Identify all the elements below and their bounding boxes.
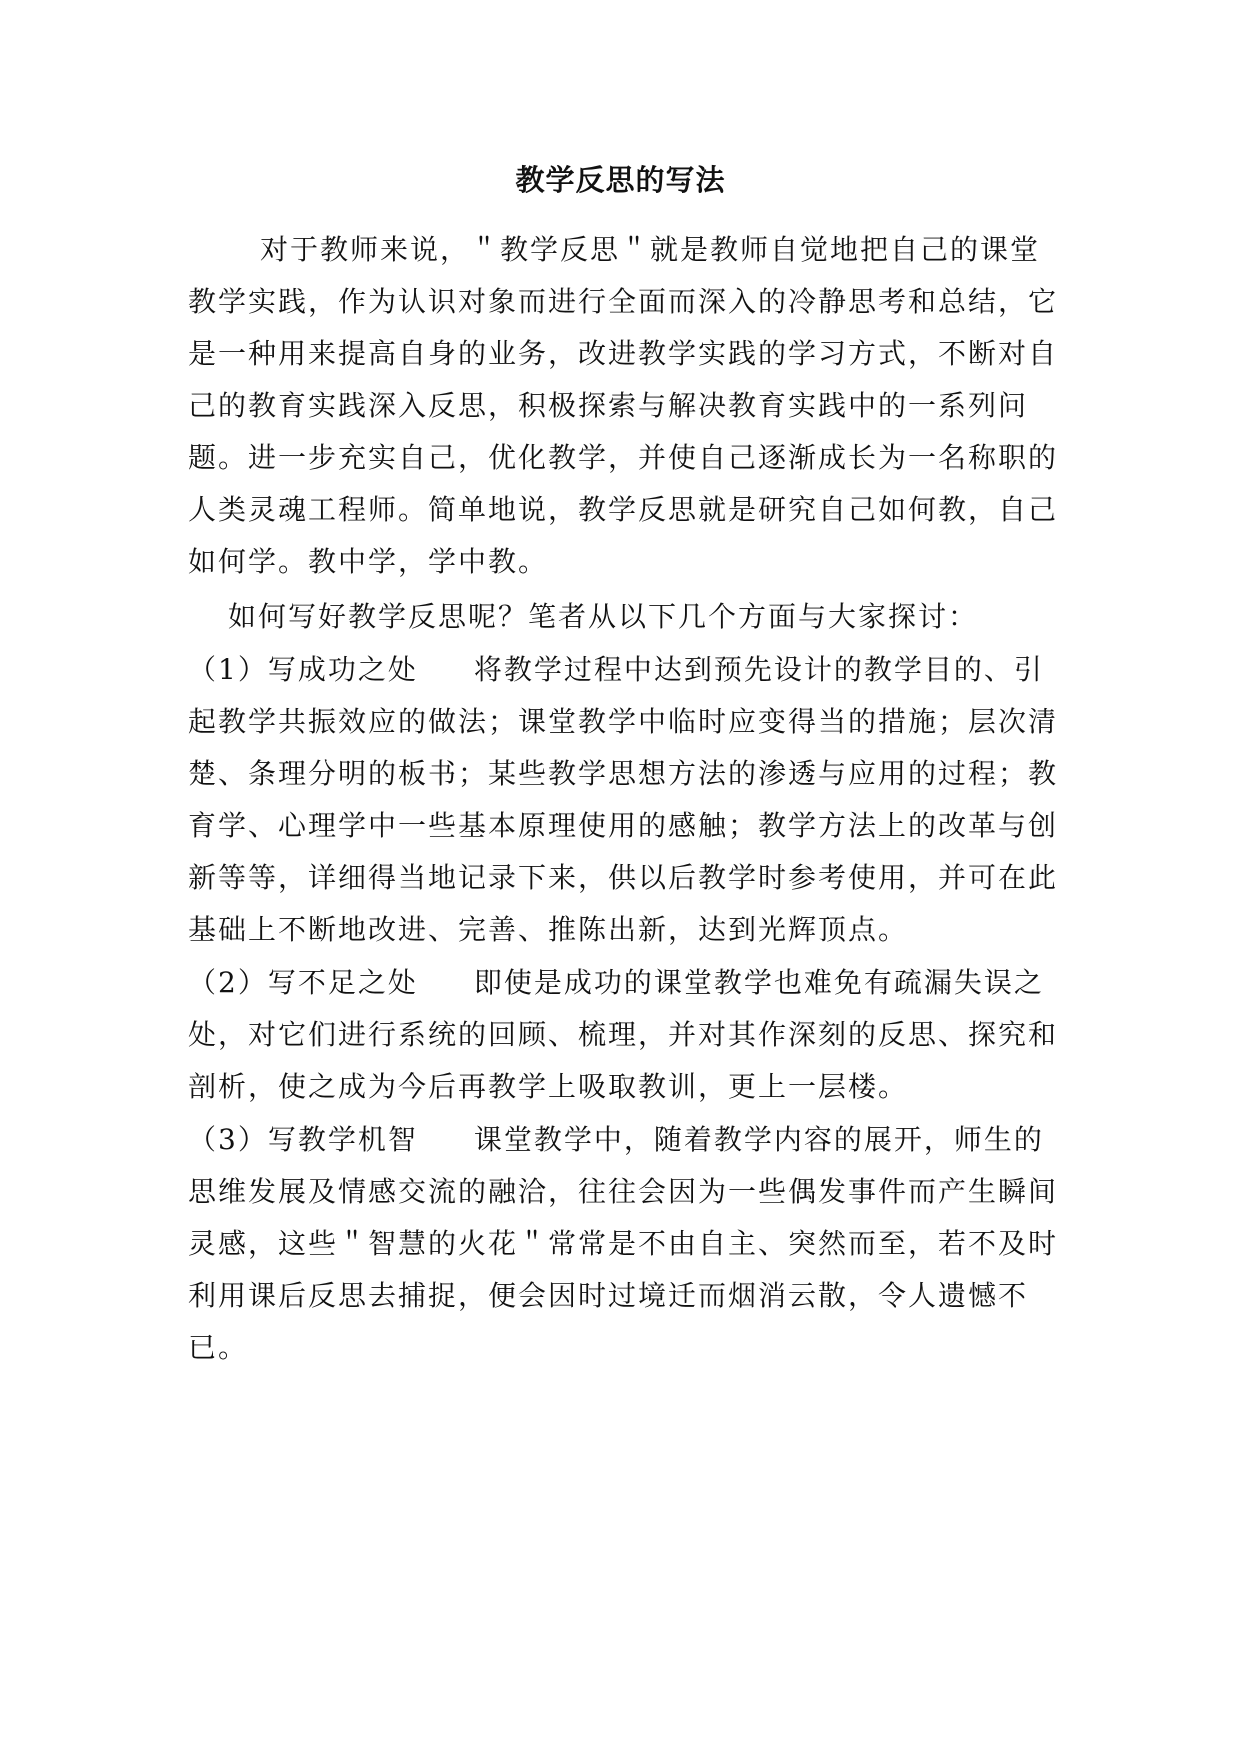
document-title: 教学反思的写法	[515, 163, 726, 197]
section-success	[188, 644, 1068, 956]
section-teaching-wit	[188, 1114, 1068, 1374]
section-text: 将教学过程中达到预先设计的教学目的、引起教学共振效应的做法；课堂教学中临时应变得当的措施；层次清楚、条理分明的板书；某些教学思想方法的渗透与应用的过程；教育学、心理学中一些基本原理使用的感触；教学方法上的改革与创新等等，详细得当地记录下来，供以后教学时参考使用，并可在此基础上不断地改进、完善、推陈出新，达到光辉顶点。	[188, 653, 1059, 946]
section-text: 即使是成功的课堂教学也难免有疏漏失误之处，对它们进行系统的回顾、梳理，并对其作深刻的反思、探究和剖析，使之成为今后再教学上吸取教训，更上一层楼。	[188, 966, 1059, 1103]
document-body	[188, 224, 1068, 1375]
section-heading: （2）写不足之处	[188, 966, 418, 999]
section-shortcomings	[188, 957, 1068, 1113]
section-text: 课堂教学中，随着教学内容的展开，师生的思维发展及情感交流的融洽，往往会因为一些偶发事件而产生瞬间灵感，这些＂智慧的火花＂常常是不由自主、突然而至，若不及时利用课后反思去捕捉，便会因时过境迁而烟消云散，令人遗憾不已。	[188, 1123, 1059, 1364]
question-paragraph: 如何写好教学反思呢？笔者从以下几个方面与大家探讨：	[228, 600, 979, 633]
intro-paragraph: 对于教师来说，＂教学反思＂就是教师自觉地把自己的课堂教学实践，作为认识对象而进行全面而深入的冷静思考和总结，它是一种用来提高自身的业务，改进教学实践的学习方式，不断对自己的教育实践深入反思，积极探索与解决教育实践中的一系列问题。进一步充实自己，优化教学，并使自己逐渐成长为一名称职的人类灵魂工程师。简单地说，教学反思就是研究自己如何教，自己如何学。教中学，学中教。	[188, 233, 1059, 578]
section-heading: （1）写成功之处	[188, 653, 418, 686]
section-heading: （3）写教学机智	[188, 1123, 418, 1156]
